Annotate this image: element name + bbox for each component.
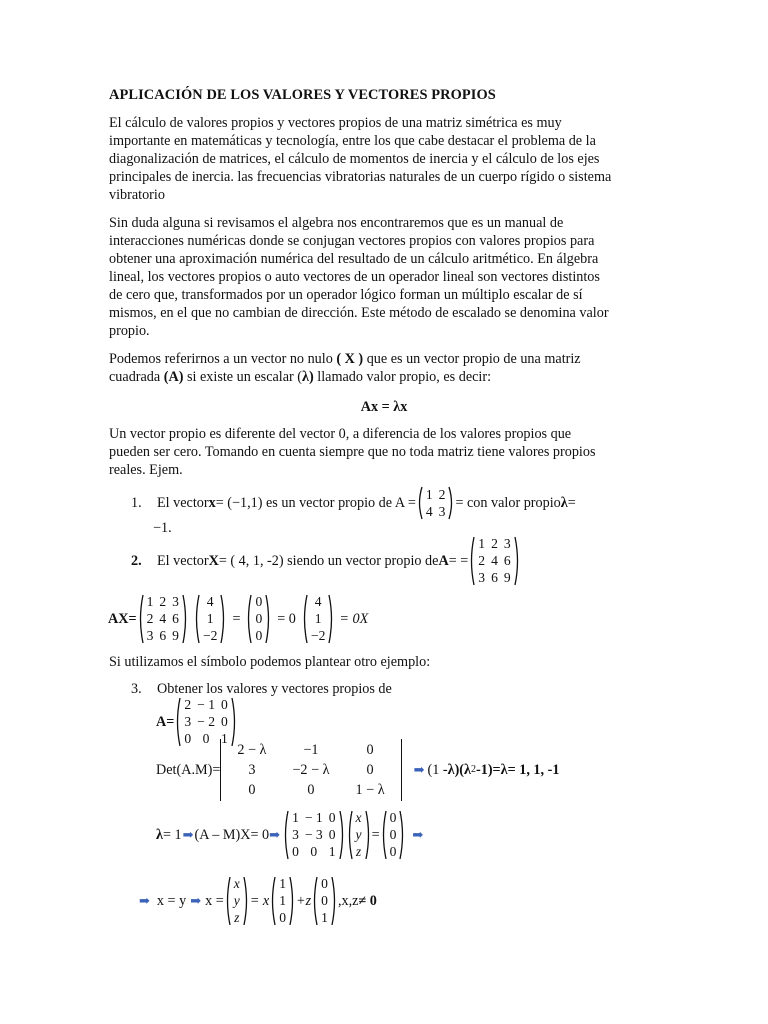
matrix-cell: 1 <box>425 486 433 502</box>
determinant-cell: 0 <box>366 762 374 778</box>
matrix-cell: 2 <box>146 610 154 626</box>
p2-line: mismos, en el que no cambian de dirección. Este método de escalado se denomina valor <box>109 305 609 321</box>
right-arrow-icon: ➡ <box>182 827 194 842</box>
matrix-cell: −2 <box>202 627 218 643</box>
matrix-cell: 1 <box>478 536 486 552</box>
matrix-cell: 4 <box>206 594 214 610</box>
matrix-cell: 3 <box>172 594 179 610</box>
paragraph-3-line-1: Podemos referirnos a un vector no nulo ( X ) que es un vector propio de una matriz <box>109 351 581 367</box>
matrix-cell: 9 <box>172 627 179 643</box>
matrix-cell: 0 <box>328 810 336 826</box>
matrix-cell: 3 <box>438 503 446 519</box>
list-item-1-value: −1. <box>153 520 172 536</box>
lambda-system-row: λ = 1 ➡ (A – M)X= 0 ➡ 1 − 1 0 3 − 3 0 0 0 1 x y z = 0 0 0 ➡ <box>156 810 424 859</box>
matrix-cell: x <box>233 876 240 892</box>
paragraph-1 <box>109 114 649 204</box>
p2-line: de cero que, transformados por un operador lógico forman un múltiplo escalar de sí <box>109 287 583 303</box>
matrix-cell: 0 <box>255 610 263 626</box>
p4-line: Un vector propio es diferente del vector 0, a diferencia de los valores propios que <box>109 426 572 442</box>
matrix-cell: 3 <box>292 826 299 842</box>
document-title: APLICACIÓN DE LOS VALORES Y VECTORES PROPIOS <box>109 87 496 103</box>
paragraph-2 <box>109 214 649 340</box>
p2-line: propio. <box>109 323 150 339</box>
matrix-cell: 1 <box>221 730 228 746</box>
matrix-cell: 0 <box>321 876 328 892</box>
matrix-cell: 0 <box>310 843 318 859</box>
determinant-cell: 0 <box>307 782 315 798</box>
p1-line: vibratorio <box>109 187 165 203</box>
matrix-cell: − 3 <box>304 826 323 842</box>
right-arrow-icon: ➡ <box>412 827 424 842</box>
p1-line: El cálculo de valores propios y vectores propios de una matriz simétrica es muy <box>109 115 562 131</box>
zero-vector-result <box>380 810 407 860</box>
matrix-cell: 3 <box>184 713 192 729</box>
matrix-cell: 6 <box>172 610 179 626</box>
determinant-cell: −2 − λ <box>292 762 330 778</box>
vector-x <box>193 594 227 644</box>
basis-vector-2 <box>311 876 338 926</box>
p1-line: principales de inercia. las frecuencias vibratorias naturales de un cuerpo rígido o sistema <box>109 169 612 185</box>
matrix-cell: 1 <box>314 610 322 626</box>
matrix-cell: 1 <box>279 892 287 908</box>
matrix-cell: 2 <box>438 486 446 502</box>
vector-xyz <box>346 810 372 860</box>
matrix-cell: 0 <box>389 843 397 859</box>
matrix-cell: − 1 <box>197 697 216 713</box>
matrix-cell: 1 <box>206 610 214 626</box>
matrix-cell: 6 <box>503 552 511 568</box>
matrix-cell: 2 <box>491 536 498 552</box>
matrix-cell: y <box>233 892 240 908</box>
paragraph-3-line-2: cuadrada (A) si existe un escalar (λ) llamado valor propio, es decir: <box>109 369 492 385</box>
matrix-cell: 0 <box>321 892 328 908</box>
matrix-cell: 1 <box>146 594 154 610</box>
zero-vector <box>245 594 272 644</box>
matrix-a-minus-m <box>282 810 345 860</box>
determinant-cell: −1 <box>303 742 319 758</box>
basis-vector-1 <box>269 876 296 926</box>
matrix-cell: 2 <box>478 552 486 568</box>
p4-line: pueden ser cero. Tomando en cuenta siempre que no toda matriz tiene valores propios <box>109 444 596 460</box>
matrix-cell: 0 <box>221 713 228 729</box>
matrix-cell: 1 <box>321 909 328 925</box>
matrix-cell: − 2 <box>197 713 216 729</box>
matrix-cell: 2 <box>159 594 167 610</box>
determinant-matrix <box>220 739 401 801</box>
solution-row: ➡ x = y ➡ x = x y z = x 1 1 0 +z 0 0 1 ,x,z ≠ 0 <box>139 876 377 925</box>
matrix-cell: 0 <box>328 826 336 842</box>
list-item-3: 3. Obtener los valores y vectores propios de <box>131 681 392 697</box>
matrix-cell: 0 <box>184 730 192 746</box>
matrix-cell: 4 <box>159 610 167 626</box>
determinant-cell: 2 − λ <box>237 742 267 758</box>
matrix-cell: 3 <box>146 627 154 643</box>
matrix-cell: 4 <box>491 552 498 568</box>
matrix-cell: 0 <box>221 697 228 713</box>
matrix-a-3x3 <box>468 536 520 586</box>
matrix-cell: 3 <box>478 569 486 585</box>
right-arrow-icon: ➡ <box>190 893 202 908</box>
p2-line: obtener una aproximación numérica del resultado de un cálculo aritmético. En álgebra <box>109 251 599 267</box>
p4-line: reales. Ejem. <box>109 462 183 478</box>
p1-line: importante en matemáticas y tecnología, entre los que cabe destacar el problema de la <box>109 133 596 149</box>
matrix-a-2x2 <box>416 486 456 520</box>
vector-x-repeat <box>301 594 335 644</box>
matrix-cell: 0 <box>255 594 263 610</box>
determinant-cell: 0 <box>248 782 256 798</box>
matrix-cell: 1 <box>292 810 299 826</box>
matrix-cell: 4 <box>314 594 322 610</box>
matrix-cell: 2 <box>184 697 192 713</box>
matrix-cell: 0 <box>389 810 397 826</box>
vector-xyz-solution <box>224 876 250 926</box>
matrix-cell: z <box>234 909 240 925</box>
matrix-cell: 6 <box>159 627 167 643</box>
list-item-1: 1. El vector x = (−1,1) es un vector propio de A = 1 2 4 3 = con valor propio λ = <box>131 486 576 519</box>
matrix-cell: −2 <box>310 627 326 643</box>
matrix-cell: 0 <box>279 909 287 925</box>
matrix-cell: 4 <box>425 503 433 519</box>
matrix-cell: x <box>355 810 362 826</box>
matrix-cell: 3 <box>503 536 511 552</box>
right-arrow-icon: ➡ <box>269 827 281 842</box>
matrix-cell: z <box>355 843 362 859</box>
matrix-cell: 0 <box>389 826 397 842</box>
paragraph-5: Si utilizamos el símbolo podemos plantear otro ejemplo: <box>109 654 431 670</box>
paragraph-3 <box>109 350 649 386</box>
matrix-cell: 1 <box>328 843 336 859</box>
p2-line: interacciones numéricas donde se conjugan vectores propios con valores propios para <box>109 233 595 249</box>
determinant-cell: 0 <box>366 742 374 758</box>
right-arrow-icon: ➡ <box>139 893 150 908</box>
p2-line: lineal, los vectores propios o auto vectores de un operador lineal son vectores distintos <box>109 269 600 285</box>
paragraph-4 <box>109 425 649 479</box>
p2-line: Sin duda alguna si revisamos el algebra nos encontraremos que es un manual de <box>109 215 564 231</box>
matrix-cell: 6 <box>491 569 498 585</box>
matrix-a <box>137 594 189 644</box>
right-arrow-icon: ➡ <box>413 762 425 777</box>
matrix-cell: y <box>355 826 362 842</box>
matrix-cell: 9 <box>503 569 511 585</box>
ax-product-row: AX= 1 2 3 2 4 6 3 6 9 4 1 −2 = 0 0 0 = 0 4 1 −2 = 0X <box>108 594 369 643</box>
eigen-equation: Ax = λx <box>360 399 408 415</box>
determinant-row: Det(A.M)= 2 − λ −1 0 3 −2 − λ 0 0 0 1 − λ ➡ (1 - λ )( λ 2 -1)= λ= 1, 1, -1 <box>156 744 559 796</box>
matrix-cell: 0 <box>292 843 299 859</box>
matrix-cell: 0 <box>202 730 210 746</box>
p1-line: diagonalización de matrices, el cálculo de momentos de inercia y el cálculo de los ejes <box>109 151 600 167</box>
matrix-cell: − 1 <box>304 810 323 826</box>
determinant-cell: 1 − λ <box>355 782 385 798</box>
matrix-cell: 1 <box>279 876 287 892</box>
determinant-cell: 3 <box>248 762 256 778</box>
matrix-cell: 0 <box>255 627 263 643</box>
matrix-a-definition: A= 2 − 1 0 3 − 2 0 0 0 1 <box>156 697 238 747</box>
list-item-2: 2. El vector X = ( 4, 1, -2) siendo un vector propio de A = = 1 2 3 2 4 6 3 6 9 <box>131 536 521 586</box>
